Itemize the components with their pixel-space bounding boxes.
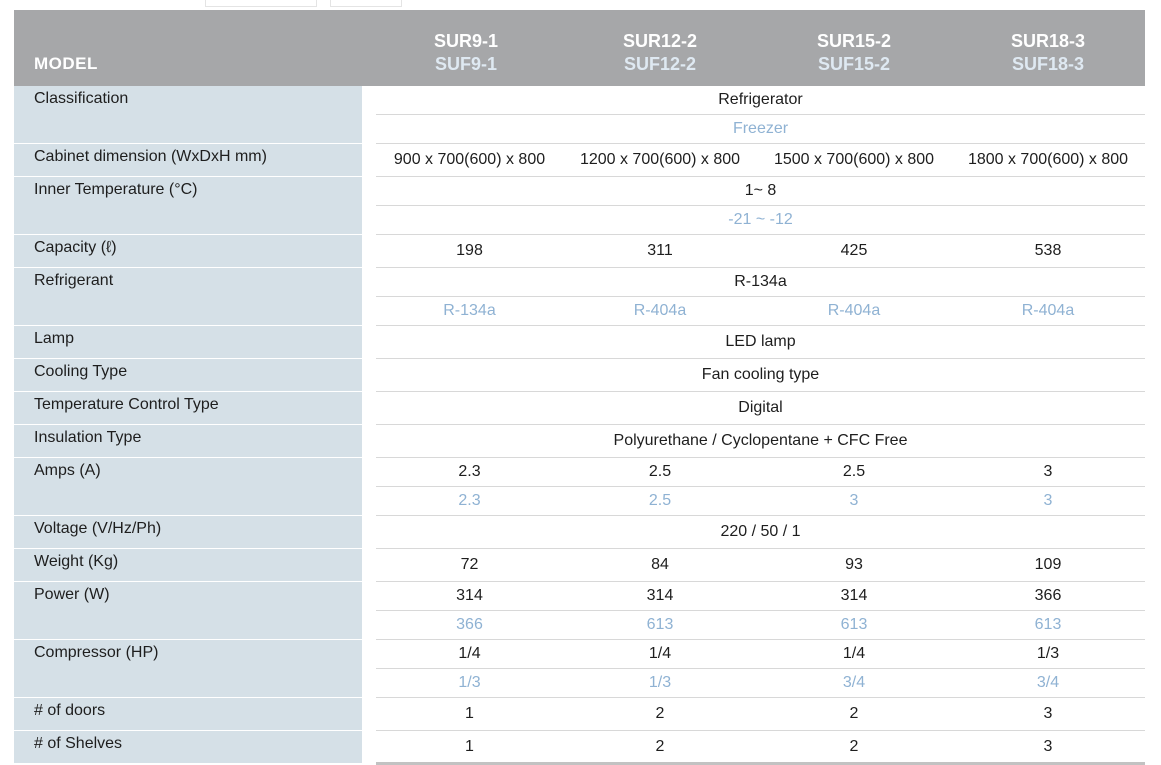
spec-value: Fan cooling type xyxy=(369,359,1145,392)
spec-row-cooling-type xyxy=(14,359,1145,392)
spec-value-freezer: 613 xyxy=(563,611,757,640)
spec-value-freezer: R-134a xyxy=(369,297,563,326)
spec-value-freezer: 3/4 xyxy=(951,669,1145,698)
spec-value: R-134a xyxy=(369,268,1145,297)
model-header-cell xyxy=(757,10,951,86)
freezer-model-name: SUF12-2 xyxy=(623,54,697,74)
spec-label: Capacity (ℓ) xyxy=(14,235,369,268)
spec-value: 3 xyxy=(951,458,1145,487)
spec-value: 2.3 xyxy=(369,458,563,487)
spec-row-refrigerant xyxy=(14,268,1145,297)
spec-value: Refrigerator xyxy=(369,86,1145,115)
spec-label: Classification xyxy=(14,86,369,144)
spec-table xyxy=(14,10,1145,765)
spec-value: 220 / 50 / 1 xyxy=(369,516,1145,549)
spec-value: 2 xyxy=(563,731,757,764)
spec-label: Insulation Type xyxy=(14,425,369,458)
spec-label: Compressor (HP) xyxy=(14,640,369,698)
spec-value: 1/4 xyxy=(369,640,563,669)
spec-value: 3 xyxy=(951,698,1145,731)
spec-value: 2 xyxy=(757,698,951,731)
spec-value-freezer: 2.3 xyxy=(369,487,563,516)
spec-value: 198 xyxy=(369,235,563,268)
spec-value: 1/3 xyxy=(951,640,1145,669)
spec-row-amps xyxy=(14,458,1145,487)
freezer-model-name: SUF15-2 xyxy=(817,54,891,74)
spec-value: 1 xyxy=(369,698,563,731)
spec-value-freezer: 2.5 xyxy=(563,487,757,516)
model-header-cell xyxy=(563,10,757,86)
cropped-top-strip xyxy=(0,0,1161,10)
spec-value-freezer: 366 xyxy=(369,611,563,640)
spec-row-compressor xyxy=(14,640,1145,669)
spec-value: 2 xyxy=(757,731,951,764)
spec-label: Cooling Type xyxy=(14,359,369,392)
spec-row-inner-temperature xyxy=(14,177,1145,206)
spec-value-freezer: 1/3 xyxy=(563,669,757,698)
spec-value: 93 xyxy=(757,549,951,582)
spec-value-freezer: 1/3 xyxy=(369,669,563,698)
spec-value-freezer: R-404a xyxy=(563,297,757,326)
spec-row-cabinet-dimension xyxy=(14,144,1145,177)
spec-label: Temperature Control Type xyxy=(14,392,369,425)
spec-row-temperature-control xyxy=(14,392,1145,425)
spec-row-classification xyxy=(14,86,1145,115)
spec-label: Refrigerant xyxy=(14,268,369,326)
spec-row-insulation-type xyxy=(14,425,1145,458)
freezer-model-name: SUF18-3 xyxy=(1011,54,1085,74)
spec-value: 314 xyxy=(369,582,563,611)
spec-value: Polyurethane / Cyclopentane + CFC Free xyxy=(369,425,1145,458)
cropped-shape xyxy=(330,0,402,7)
spec-label: Lamp xyxy=(14,326,369,359)
spec-value: LED lamp xyxy=(369,326,1145,359)
spec-value: 1/4 xyxy=(757,640,951,669)
freezer-model-name: SUF9-1 xyxy=(434,54,497,74)
spec-value: 314 xyxy=(563,582,757,611)
model-header-cell xyxy=(369,10,563,86)
spec-label: # of doors xyxy=(14,698,369,731)
spec-row-voltage xyxy=(14,516,1145,549)
spec-value-freezer: -21 ~ -12 xyxy=(369,206,1145,235)
spec-value: 3 xyxy=(951,731,1145,764)
refrigerator-model-name: SUR18-3 xyxy=(1010,31,1086,51)
spec-value: 2.5 xyxy=(563,458,757,487)
spec-value: 314 xyxy=(757,582,951,611)
spec-value: 1~ 8 xyxy=(369,177,1145,206)
spec-value: 109 xyxy=(951,549,1145,582)
spec-value-freezer: 3 xyxy=(757,487,951,516)
spec-value: 2 xyxy=(563,698,757,731)
spec-label: Amps (A) xyxy=(14,458,369,516)
refrigerator-model-name: SUR9-1 xyxy=(433,31,499,51)
spec-label: # of Shelves xyxy=(14,731,369,764)
spec-row-weight xyxy=(14,549,1145,582)
spec-value-freezer: Freezer xyxy=(369,115,1145,144)
spec-value: 72 xyxy=(369,549,563,582)
spec-row-doors xyxy=(14,698,1145,731)
spec-label: Inner Temperature (°C) xyxy=(14,177,369,235)
model-header-cell xyxy=(951,10,1145,86)
spec-value: 425 xyxy=(757,235,951,268)
spec-value: 1800 x 700(600) x 800 xyxy=(951,144,1145,177)
spec-value: 311 xyxy=(563,235,757,268)
spec-row-capacity xyxy=(14,235,1145,268)
spec-label: Voltage (V/Hz/Ph) xyxy=(14,516,369,549)
model-header-label: MODEL xyxy=(14,10,369,86)
spec-label: Cabinet dimension (WxDxH mm) xyxy=(14,144,369,177)
spec-value: 538 xyxy=(951,235,1145,268)
spec-row-power xyxy=(14,582,1145,611)
spec-value-freezer: 3/4 xyxy=(757,669,951,698)
spec-value: Digital xyxy=(369,392,1145,425)
spec-value: 2.5 xyxy=(757,458,951,487)
spec-value: 366 xyxy=(951,582,1145,611)
spec-value-freezer: 613 xyxy=(757,611,951,640)
spec-value-freezer: R-404a xyxy=(757,297,951,326)
refrigerator-model-name: SUR12-2 xyxy=(622,31,698,51)
header-row xyxy=(14,10,1145,86)
spec-value: 1200 x 700(600) x 800 xyxy=(563,144,757,177)
spec-value: 1 xyxy=(369,731,563,764)
spec-value-freezer: R-404a xyxy=(951,297,1145,326)
spec-label: Power (W) xyxy=(14,582,369,640)
spec-value: 1500 x 700(600) x 800 xyxy=(757,144,951,177)
refrigerator-model-name: SUR15-2 xyxy=(816,31,892,51)
spec-value: 84 xyxy=(563,549,757,582)
spec-label: Weight (Kg) xyxy=(14,549,369,582)
spec-value: 1/4 xyxy=(563,640,757,669)
spec-value: 900 x 700(600) x 800 xyxy=(369,144,563,177)
cropped-shape xyxy=(205,0,317,7)
spec-row-shelves xyxy=(14,731,1145,764)
spec-value-freezer: 3 xyxy=(951,487,1145,516)
spec-value-freezer: 613 xyxy=(951,611,1145,640)
spec-row-lamp xyxy=(14,326,1145,359)
